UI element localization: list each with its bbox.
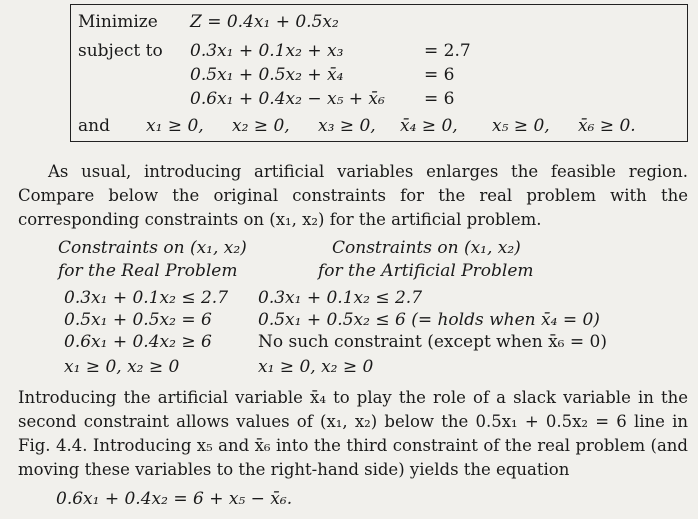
- lp-label-and: and: [78, 116, 110, 136]
- nonneg-x1: x₁ ≥ 0,: [146, 116, 204, 136]
- lp-constraint-2-rhs: = 6: [424, 65, 455, 85]
- nonneg-x4bar: x̄₄ ≥ 0,: [400, 116, 458, 136]
- paragraph-intro: As usual, introducing artificial variables enlarges the feasible region. Compare below the original constraints for the real problem with the corresponding constraints on (x₁, x₂) for the artificial problem.: [18, 162, 688, 229]
- artificial-constraint-1: 0.3x₁ + 0.1x₂ ≤ 2.7: [258, 288, 423, 308]
- lp-constraint-3-rhs: = 6: [424, 89, 455, 109]
- lp-constraint-1: 0.3x₁ + 0.1x₂ + x₃: [190, 41, 344, 61]
- right-header-line2: for the Artificial Problem: [318, 261, 534, 281]
- nonneg-x3: x₃ ≥ 0,: [318, 116, 376, 136]
- real-constraint-3: 0.6x₁ + 0.4x₂ ≥ 6: [64, 332, 212, 352]
- left-header-line1: Constraints on (x₁, x₂): [58, 238, 247, 258]
- left-header-line2: for the Real Problem: [58, 261, 238, 281]
- lp-constraint-3: 0.6x₁ + 0.4x₂ − x₅ + x̄₆: [190, 89, 385, 109]
- right-header-line1: Constraints on (x₁, x₂): [332, 238, 521, 258]
- artificial-constraint-2: 0.5x₁ + 0.5x₂ ≤ 6 (= holds when x̄₄ = 0): [258, 310, 600, 330]
- artificial-nonneg: x₁ ≥ 0, x₂ ≥ 0: [258, 357, 374, 377]
- nonneg-x2: x₂ ≥ 0,: [232, 116, 290, 136]
- lp-constraint-2: 0.5x₁ + 0.5x₂ + x̄₄: [190, 65, 344, 85]
- nonneg-x5: x₅ ≥ 0,: [492, 116, 550, 136]
- paragraph-artificial-variable: Introducing the artificial variable x̄₄ to play the role of a slack variable in the second constraint allows values of (x₁, x₂) below the 0.5x₁ + 0.5x₂ = 6 line in Fig. 4.4. Introducing x₅ and x̄₆ into the third constraint of the real problem (and moving these variables to the right-hand side) yields the equation: [18, 388, 688, 479]
- real-constraint-1: 0.3x₁ + 0.1x₂ ≤ 2.7: [64, 288, 229, 308]
- final-equation: 0.6x₁ + 0.4x₂ = 6 + x₅ − x̄₆.: [56, 489, 293, 509]
- nonneg-x6bar: x̄₆ ≥ 0.: [578, 116, 636, 136]
- lp-objective: Z = 0.4x₁ + 0.5x₂: [190, 12, 339, 32]
- real-nonneg: x₁ ≥ 0, x₂ ≥ 0: [64, 357, 180, 377]
- lp-constraint-1-rhs: = 2.7: [424, 41, 471, 61]
- lp-label-subject-to: subject to: [78, 41, 163, 61]
- real-constraint-2: 0.5x₁ + 0.5x₂ = 6: [64, 310, 212, 330]
- artificial-constraint-3: No such constraint (except when x̄₆ = 0): [258, 332, 607, 352]
- lp-label-minimize: Minimize: [78, 12, 158, 32]
